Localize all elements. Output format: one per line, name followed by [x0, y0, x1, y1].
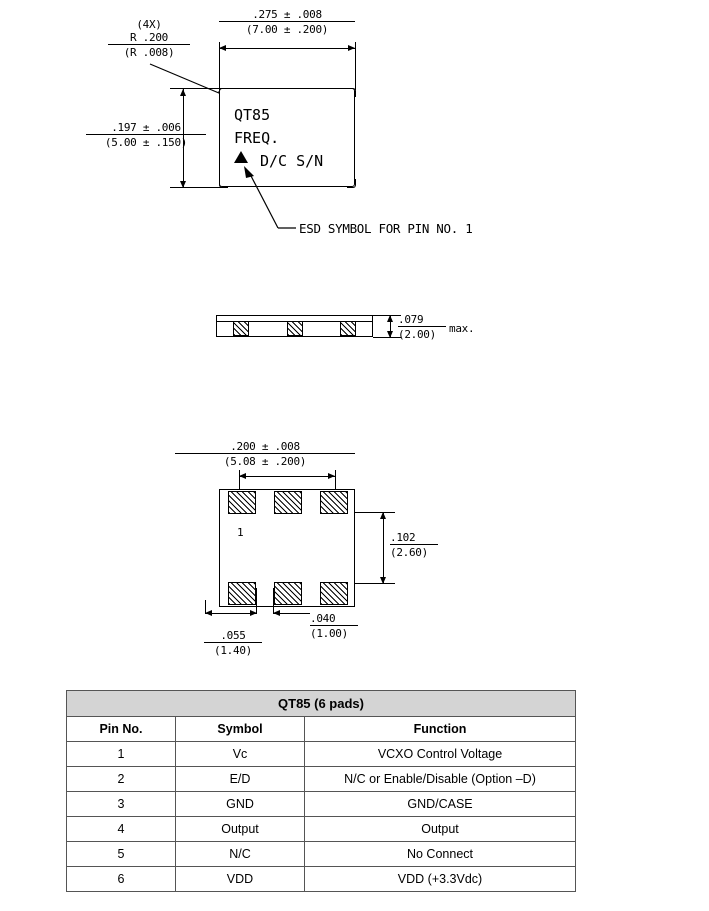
bottom-pad-5 — [274, 582, 302, 605]
cell-pin: 5 — [67, 842, 176, 867]
arrow-pad-pitch-up — [380, 512, 386, 519]
side-max-label: max. — [449, 322, 475, 335]
pad-width-inch: .040 — [310, 612, 336, 625]
corner-radius-mm: (R .008) — [108, 44, 190, 59]
corner-radius-tr — [347, 88, 356, 97]
arrow-top-height-up — [180, 89, 186, 96]
table-header-symbol: Symbol — [176, 717, 305, 742]
cell-function: VDD (+3.3Vdc) — [305, 867, 576, 892]
bottom-pad-1 — [228, 491, 256, 514]
arrow-top-height-down — [180, 181, 186, 188]
pad-spacing-inch: .055 — [220, 629, 246, 642]
marking-line-3: D/C S/N — [260, 152, 324, 170]
cell-pin: 2 — [67, 767, 176, 792]
cell-function: N/C or Enable/Disable (Option –D) — [305, 767, 576, 792]
ext-line-pitch-bottom — [355, 583, 395, 584]
cell-symbol: Output — [176, 817, 305, 842]
leader-line-esd — [244, 166, 296, 232]
table-row — [67, 742, 576, 767]
corner-radius-note — [108, 18, 190, 59]
cell-symbol: VDD — [176, 867, 305, 892]
arrow-side-height-up — [387, 315, 393, 322]
pin-one-indicator-label: 1 — [237, 526, 244, 539]
dim-line-top-width — [219, 48, 355, 49]
side-pad-3 — [340, 321, 356, 336]
corner-radius-qty: (4X) — [136, 18, 162, 31]
cell-symbol: E/D — [176, 767, 305, 792]
pad-pitch-dimension — [390, 531, 438, 559]
pad-span-dimension — [175, 440, 355, 468]
ext-line-left-bottom — [170, 187, 224, 188]
ext-line-top-right — [355, 42, 356, 90]
corner-radius-bl — [219, 179, 228, 188]
package-bottom-view-body — [219, 489, 355, 607]
cell-symbol: N/C — [176, 842, 305, 867]
esd-note-label: ESD SYMBOL FOR PIN NO. 1 — [299, 221, 473, 236]
corner-radius-tl — [219, 88, 228, 97]
corner-radius-br — [347, 179, 356, 188]
top-height-dimension — [86, 121, 206, 149]
cell-function: VCXO Control Voltage — [305, 742, 576, 767]
arrow-pad-span-left — [239, 473, 246, 479]
table-title: QT85 (6 pads) — [67, 691, 576, 717]
pad-width-dimension — [310, 612, 358, 640]
top-width-mm: (7.00 ± .200) — [219, 21, 355, 36]
table-row — [67, 792, 576, 817]
arrow-pad-spacing-left — [205, 610, 212, 616]
table-row — [67, 842, 576, 867]
side-pad-2 — [287, 321, 303, 336]
corner-radius-inch: R .200 — [130, 31, 168, 44]
cell-pin: 6 — [67, 867, 176, 892]
pad-span-mm: (5.08 ± .200) — [175, 453, 355, 468]
pad-spacing-dimension — [204, 629, 262, 657]
table-header-function: Function — [305, 717, 576, 742]
dim-line-pad-pitch — [383, 512, 384, 583]
bottom-pad-4 — [228, 582, 256, 605]
ext-line-left-top — [170, 88, 224, 89]
table-row — [67, 767, 576, 792]
marking-line-1: QT85 — [234, 106, 271, 124]
top-height-mm: (5.00 ± .150) — [86, 134, 206, 149]
table-header-row — [67, 717, 576, 742]
ext-line-pitch-top — [355, 512, 395, 513]
pad-pitch-mm: (2.60) — [390, 544, 438, 559]
top-height-inch: .197 ± .006 — [111, 121, 181, 134]
arrow-top-width-right — [348, 45, 355, 51]
cell-pin: 3 — [67, 792, 176, 817]
cell-function: Output — [305, 817, 576, 842]
package-side-view-body — [216, 315, 373, 337]
arrow-pad-span-right — [328, 473, 335, 479]
arrow-top-width-left — [219, 45, 226, 51]
dim-line-pad-span — [239, 476, 335, 477]
pin-assignment-table — [66, 690, 576, 892]
arrow-pad-pitch-down — [380, 577, 386, 584]
side-height-inch: .079 — [398, 313, 424, 326]
cell-function: GND/CASE — [305, 792, 576, 817]
arrow-pad-spacing-right — [250, 610, 257, 616]
bottom-pad-2 — [274, 491, 302, 514]
esd-symbol-triangle — [234, 151, 248, 163]
cell-pin: 1 — [67, 742, 176, 767]
side-pad-1 — [233, 321, 249, 336]
dim-line-top-height — [183, 88, 184, 187]
pad-pitch-inch: .102 — [390, 531, 416, 544]
marking-line-2: FREQ. — [234, 129, 280, 147]
arrow-side-height-down — [387, 331, 393, 338]
cell-function: No Connect — [305, 842, 576, 867]
cell-symbol: Vc — [176, 742, 305, 767]
top-width-dimension — [219, 8, 355, 36]
top-width-inch: .275 ± .008 — [252, 8, 322, 21]
table-row — [67, 867, 576, 892]
side-height-dimension — [398, 313, 446, 341]
pad-width-mm: (1.00) — [310, 625, 358, 640]
pad-span-inch: .200 ± .008 — [230, 440, 300, 453]
side-height-mm: (2.00) — [398, 326, 446, 341]
arrow-pad-width-left — [273, 610, 280, 616]
table-row — [67, 817, 576, 842]
pad-spacing-mm: (1.40) — [204, 642, 262, 657]
table-header-pin: Pin No. — [67, 717, 176, 742]
bottom-pad-3 — [320, 491, 348, 514]
cell-pin: 4 — [67, 817, 176, 842]
table-title-row — [67, 691, 576, 717]
bottom-pad-6 — [320, 582, 348, 605]
cell-symbol: GND — [176, 792, 305, 817]
